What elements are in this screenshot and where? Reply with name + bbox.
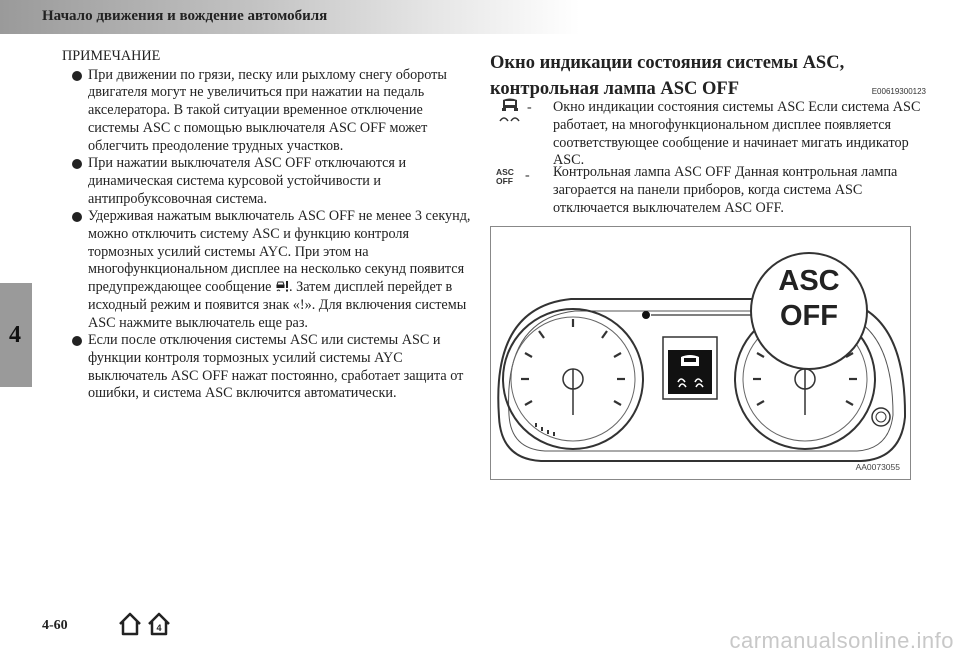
note-title: ПРИМЕЧАНИЕ — [62, 48, 161, 64]
item-dash: - — [527, 100, 532, 115]
warning-skid-icon — [275, 279, 289, 293]
skid-car-icon — [498, 97, 522, 125]
note-bullet-text: Если после отключения системы ASC или системы ASC и функции контроля тормозных усилий системы AYC выключатель ASC OFF нажат постоянно, сработает защита от ошибки, и система ASC включится автоматически. — [88, 332, 464, 402]
note-bullet-text-end: . — [289, 279, 293, 296]
note-bullet-text: При движении по грязи, песку или рыхлому снегу обороты двигателя могут не увеличиться при нажатии на педаль акселератора. В такой ситуации временное отключение системы ASC с помощью выключателя ASC OFF может облегчить преодоление трудных участков. — [88, 66, 447, 154]
item-description: Окно индикации состояния системы ASC Если система ASC работает, на многофункциональном дисплее появляется соответствующее сообщение и начинает мигать индикатор ASC. — [553, 99, 921, 169]
note-bullet — [72, 67, 472, 156]
asc-off-icon — [496, 168, 514, 186]
item-description: Контрольная лампа ASC OFF Данная контрольная лампа загорается на панели приборов, когда система ASC отключается выключателем ASC OFF. — [553, 164, 898, 216]
note-bullet — [72, 155, 472, 208]
section-code: E00619300123 — [871, 87, 926, 96]
note-bullet-text: Затем дисплей перейдет в исходный режим и появится знак «!». Для включения системы ASC нажмите выключатель еще раз. — [88, 279, 467, 331]
bullet-dot-icon — [72, 336, 82, 346]
note-bullet-text: Удерживая нажатым выключатель ASC OFF не менее 3 секунд, можно отключить систему ASC и функцию контроля тормозных усилий системы AYC. При этом на многофункциональном дисплее на несколько секунд появится предупреждающее сообщение — [88, 208, 471, 296]
note-bullet-text: При нажатии выключателя ASC OFF отключаются и динамическая система курсовой устойчивости и антипробуксовочная система. — [88, 155, 407, 207]
asc-off-icon-line1: ASC — [496, 167, 514, 177]
bullet-dot-icon — [72, 212, 82, 222]
note-bullet — [72, 208, 472, 332]
home-icon[interactable] — [117, 611, 143, 637]
chapter-home-icon[interactable] — [146, 611, 172, 637]
callout-asc-text: ASC — [778, 265, 840, 297]
chapter-number: 4 — [9, 322, 21, 348]
section-title: Окно индикации состояния системы ASC, контрольная лампа ASC OFF — [490, 53, 845, 99]
note-block — [62, 48, 472, 403]
watermark: carmanualsonline.info — [729, 628, 954, 653]
callout-off-text: OFF — [780, 300, 838, 332]
page-header-title: Начало движения и вождение автомобиля — [42, 8, 328, 24]
figure-label: AA0073055 — [855, 462, 900, 472]
bullet-dot-icon — [72, 159, 82, 169]
item-dash: - — [525, 168, 530, 183]
page-number: 4-60 — [42, 618, 68, 633]
note-bullet — [72, 332, 472, 403]
instrument-cluster-figure — [490, 226, 911, 480]
instrument-cluster-drawing — [491, 227, 910, 479]
asc-off-icon-line2: OFF — [496, 176, 513, 186]
bullet-dot-icon — [72, 71, 82, 81]
chapter-home-number: 4 — [156, 623, 162, 633]
